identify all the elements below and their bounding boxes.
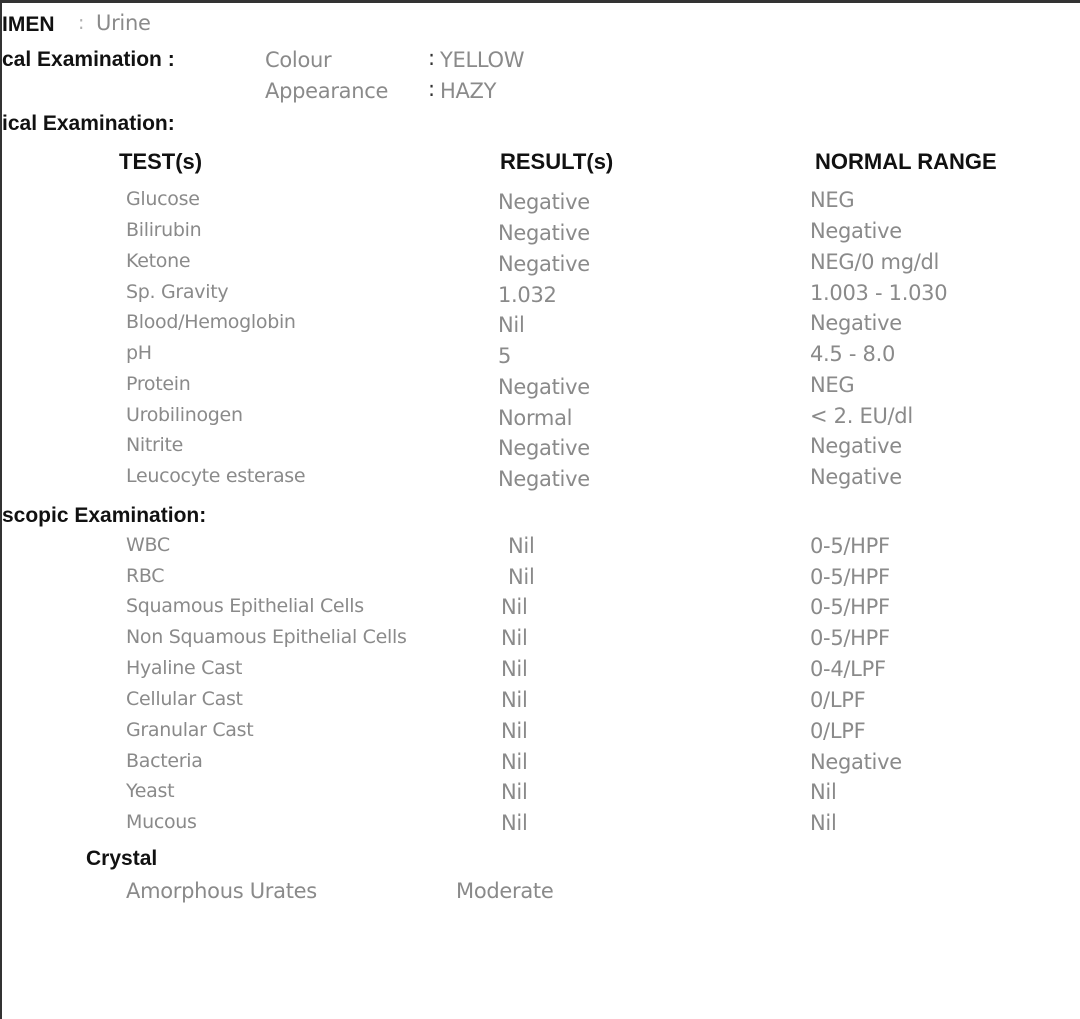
column-header-test: TEST(s) <box>119 149 203 174</box>
table-row <box>0 782 1080 812</box>
table-row <box>0 597 1080 627</box>
test-name: WBC <box>126 534 170 556</box>
table-row <box>0 221 1080 251</box>
test-name: Sp. Gravity <box>126 281 229 303</box>
table-row <box>0 406 1080 436</box>
test-name: Non Squamous Epithelial Cells <box>126 626 407 648</box>
normal-range: 0-5/HPF <box>810 565 890 589</box>
physical-exam-heading: cal Examination : <box>2 48 175 71</box>
normal-range: 0-5/HPF <box>810 534 890 558</box>
test-result: 1.032 <box>498 283 557 307</box>
test-name: Bilirubin <box>126 219 202 241</box>
normal-range: Nil <box>810 780 837 804</box>
test-name: Cellular Cast <box>126 688 243 710</box>
normal-range: NEG/0 mg/dl <box>810 250 940 274</box>
table-row <box>0 467 1080 497</box>
appearance-value: HAZY <box>440 79 497 103</box>
normal-range: NEG <box>810 373 855 397</box>
test-result: Nil <box>501 657 528 681</box>
table-row <box>0 721 1080 751</box>
test-result: Nil <box>501 595 528 619</box>
test-name: Glucose <box>126 188 200 210</box>
test-name: Hyaline Cast <box>126 657 243 679</box>
table-row <box>0 536 1080 566</box>
test-result: Nil <box>501 750 528 774</box>
normal-range: < 2. EU/dl <box>810 404 913 428</box>
normal-range: 0/LPF <box>810 688 866 712</box>
table-row <box>0 252 1080 282</box>
table-row <box>0 567 1080 597</box>
normal-range: 4.5 - 8.0 <box>810 342 896 366</box>
test-result: 5 <box>498 344 512 368</box>
test-name: Protein <box>126 373 191 395</box>
specimen-label: IMEN <box>2 13 55 36</box>
microscopic-exam-heading: scopic Examination: <box>2 504 207 527</box>
column-header-result: RESULT(s) <box>500 149 614 174</box>
test-name: Bacteria <box>126 750 203 772</box>
colour-value: YELLOW <box>440 48 525 72</box>
test-result: Nil <box>508 534 535 558</box>
column-header-range: NORMAL RANGE <box>815 149 997 174</box>
test-result: Nil <box>501 811 528 835</box>
table-row <box>0 752 1080 782</box>
normal-range: Negative <box>810 219 902 243</box>
specimen-separator: : <box>78 12 85 34</box>
test-name: Mucous <box>126 811 197 833</box>
test-result: Negative <box>498 252 590 276</box>
test-result: Nil <box>501 780 528 804</box>
table-row <box>0 628 1080 658</box>
table-row <box>0 813 1080 843</box>
crystal-test-name: Amorphous Urates <box>126 879 317 903</box>
test-result: Nil <box>508 565 535 589</box>
crystal-result: Moderate <box>456 879 554 903</box>
test-result: Nil <box>501 626 528 650</box>
test-name: Urobilinogen <box>126 404 243 426</box>
test-result: Negative <box>498 375 590 399</box>
test-name: Nitrite <box>126 434 184 456</box>
table-row <box>0 283 1080 313</box>
table-row <box>0 659 1080 689</box>
normal-range: 0-5/HPF <box>810 626 890 650</box>
normal-range: Nil <box>810 811 837 835</box>
normal-range: 1.003 - 1.030 <box>810 281 948 305</box>
table-row <box>0 375 1080 405</box>
normal-range: Negative <box>810 311 902 335</box>
test-result: Negative <box>498 190 590 214</box>
chemical-exam-heading: ical Examination: <box>2 112 175 135</box>
table-row <box>0 190 1080 220</box>
normal-range: Negative <box>810 750 902 774</box>
normal-range: 0-5/HPF <box>810 595 890 619</box>
test-name: RBC <box>126 565 165 587</box>
test-name: Granular Cast <box>126 719 254 741</box>
test-result: Negative <box>498 467 590 491</box>
table-row <box>0 313 1080 343</box>
table-row <box>0 344 1080 374</box>
appearance-separator: : <box>428 77 435 101</box>
table-row <box>0 436 1080 466</box>
normal-range: NEG <box>810 188 855 212</box>
table-row <box>0 690 1080 720</box>
test-result: Nil <box>498 313 525 337</box>
test-name: Blood/Hemoglobin <box>126 311 296 333</box>
crystal-heading: Crystal <box>86 847 158 870</box>
normal-range: Negative <box>810 465 902 489</box>
test-result: Nil <box>501 719 528 743</box>
colour-label: Colour <box>265 48 332 72</box>
test-name: pH <box>126 342 152 364</box>
normal-range: 0-4/LPF <box>810 657 886 681</box>
test-result: Negative <box>498 221 590 245</box>
page-top-border <box>0 0 1080 3</box>
appearance-label: Appearance <box>265 79 389 103</box>
colour-separator: : <box>428 46 435 70</box>
specimen-value: Urine <box>96 11 151 35</box>
test-result: Normal <box>498 406 573 430</box>
test-name: Leucocyte esterase <box>126 465 306 487</box>
test-result: Nil <box>501 688 528 712</box>
normal-range: 0/LPF <box>810 719 866 743</box>
test-name: Yeast <box>126 780 175 802</box>
test-name: Squamous Epithelial Cells <box>126 595 364 617</box>
test-result: Negative <box>498 436 590 460</box>
normal-range: Negative <box>810 434 902 458</box>
test-name: Ketone <box>126 250 191 272</box>
